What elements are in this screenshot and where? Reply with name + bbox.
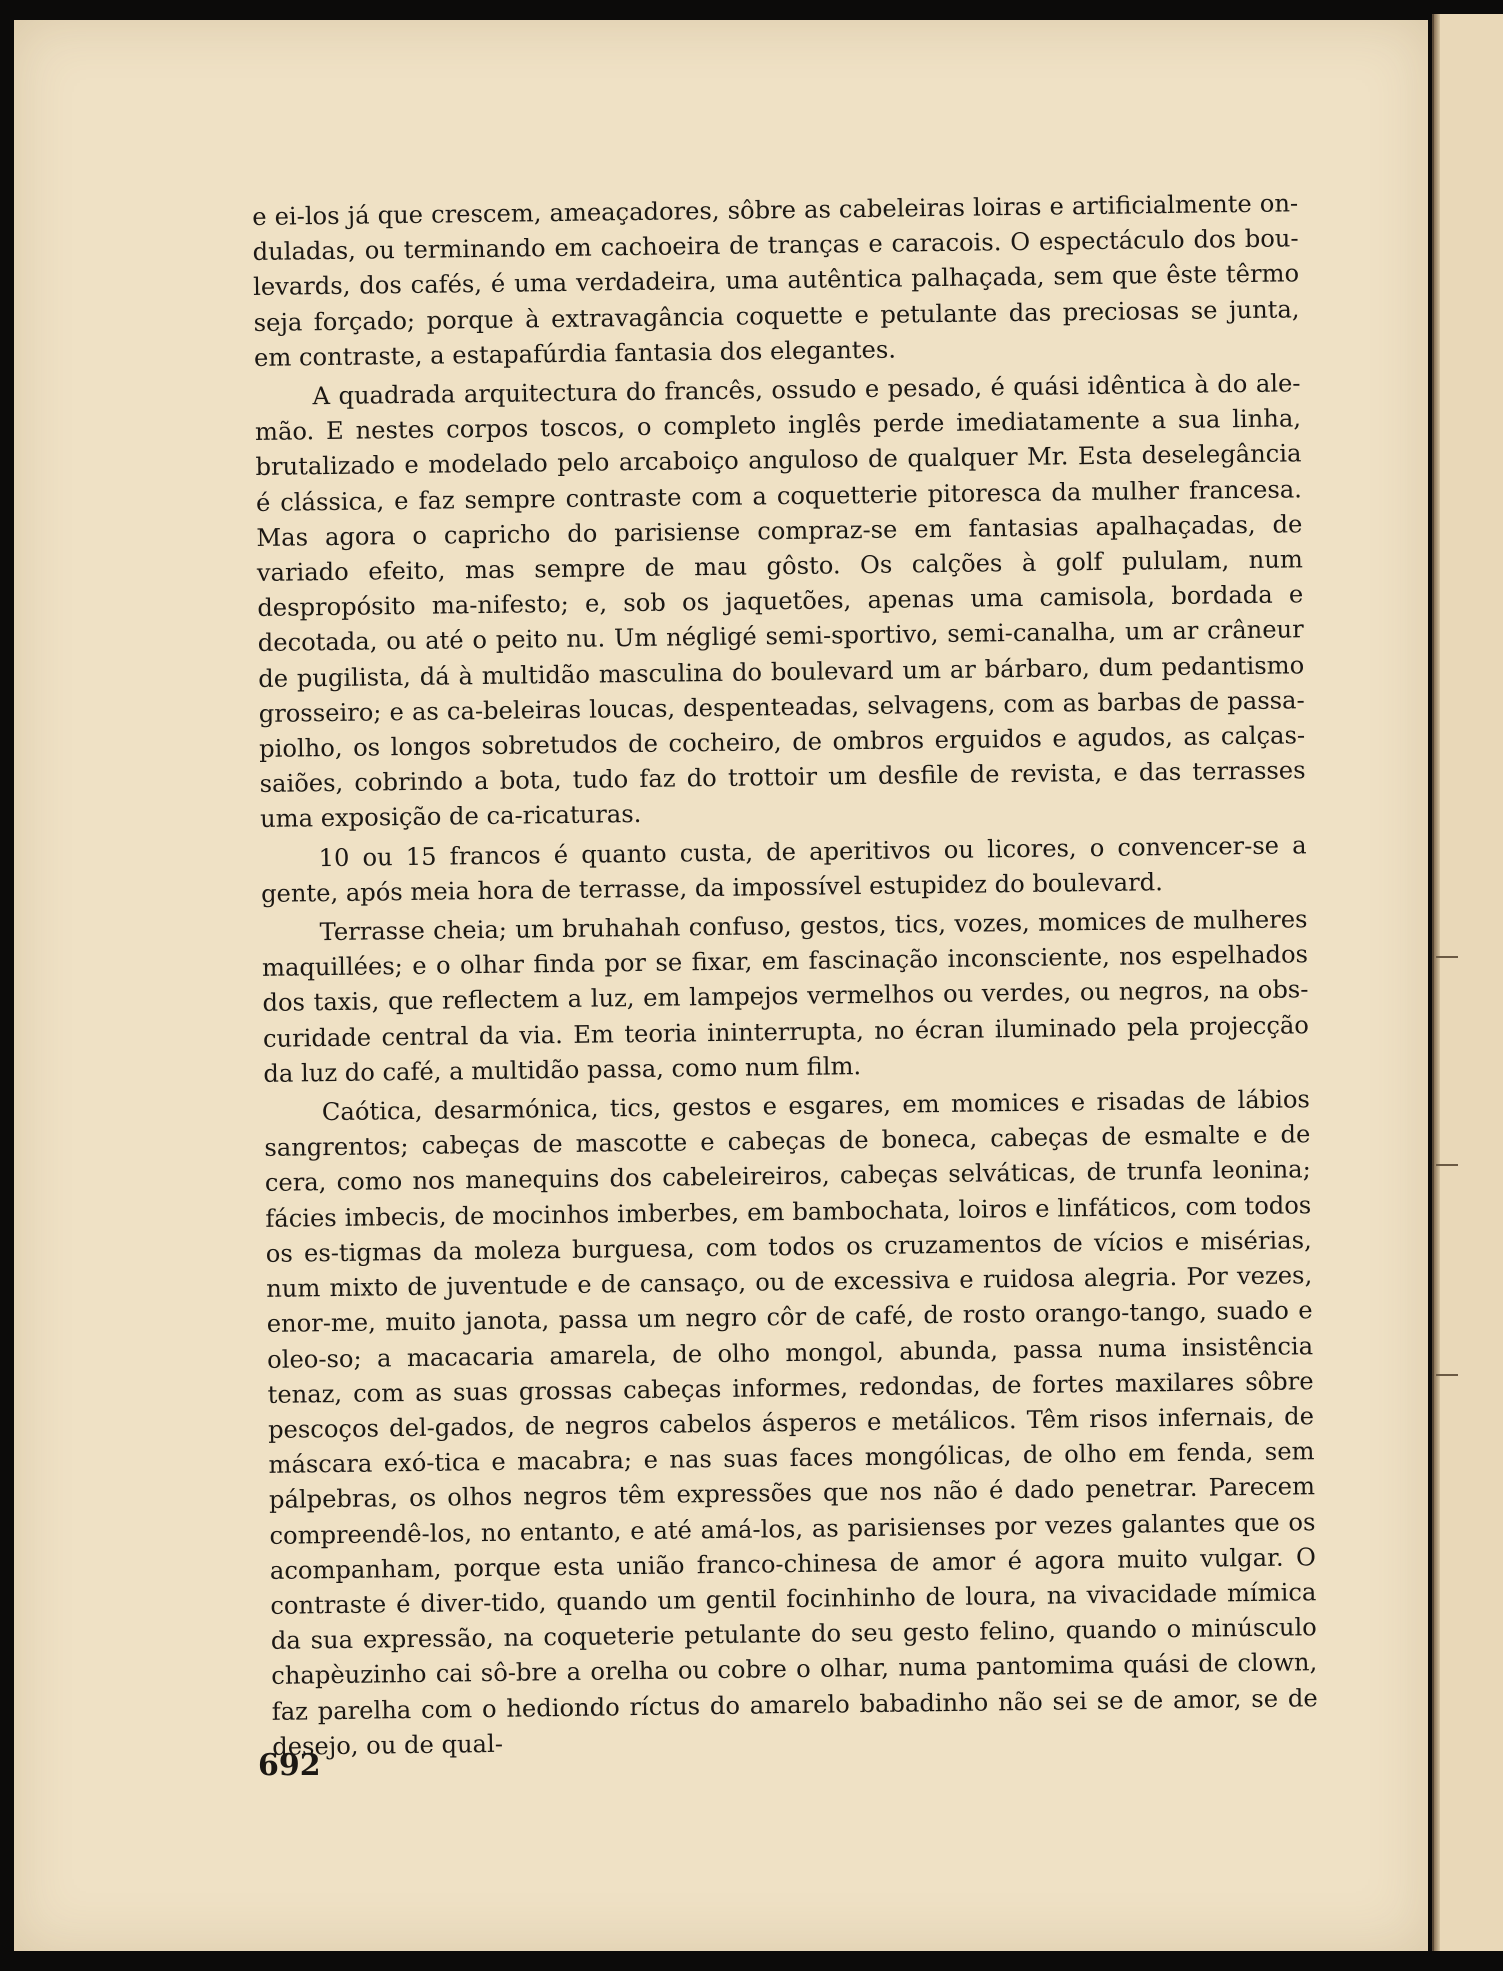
paragraph-2: A quadrada arquitectura do francês, ossudo e pesado, é quási idêntica à do ale-mão. E nestes corpos toscos, o completo inglês perde imediatamente a sua linha, brutalizado e modelado pelo arcaboiço anguloso de qualquer Mr. Esta deselegância é clássica, e faz sempre contraste com a coquetterie pitoresca da mulher francesa. Mas agora o capricho do parisiense compraz-se em fantasias apalhaçadas, de variado efeito, mas sempre de mau gôsto. Os calções à golf pululam, num despropósito ma-nifesto; e, sob os jaquetões, apenas uma camisola, bordada e decotada, ou até o peito nu. Um négligé semi-sportivo, semi-canalha, um ar crâneur de pugilista, dá à multidão masculina do boulevard um ar bárbaro, dum pedantismo grosseiro; e as ca-beleiras loucas, despenteadas, selvagens, com as barbas de passa-piolho, os longos sobretudos de cocheiro, de ombros erguidos e agudos, as calças-saiões, cobrindo a bota, tudo faz do trottoir um desfile de revista, e das terrasses uma exposição de ca-ricaturas. (254, 369, 1306, 834)
facing-page-mark (1436, 1374, 1458, 1376)
facing-page-edge (1432, 14, 1503, 1951)
page-number: 692 (258, 1748, 321, 1783)
facing-page-mark (1436, 1164, 1458, 1166)
body-text (252, 186, 1318, 1768)
book-page (14, 20, 1428, 1951)
paragraph-4: Terrasse cheia; um bruhahah confuso, gestos, tics, vozes, momices de mulheres maquillées; e o olhar finda por se fixar, em fascinação inconsciente, nos espelhados dos taxis, que reflectem a luz, em lampejos vermelhos ou verdes, ou negros, na obs-curidade central da via. Em teoria ininterrupta, no écran iluminado pela projecção da luz do café, a multidão passa, como num film. (261, 905, 1310, 1088)
paragraph-5: Caótica, desarmónica, tics, gestos e esgares, em momices e risadas de lábios sangrentos; cabeças de mascotte e cabeças de boneca, cabeças de esmalte e de cera, como nos manequins dos cabeleireiros, cabeças selváticas, de trunfa leonina; fácies imbecis, de mocinhos imberbes, em bambochata, loiros e linfáticos, com todos os es-tigmas da moleza burguesa, com todos os cruzamentos de vícios e misérias, num mixto de juventude e de cansaço, ou de excessiva e ruidosa alegria. Por vezes, enor-me, muito janota, passa um negro côr de café, de rosto orango-tango, suado e oleo-so; a macacaria amarela, de olho mongol, abunda, passa numa insistência tenaz, com as suas grossas cabeças informes, redondas, de fortes maxilares sôbre pescoços del-gados, de negros cabelos ásperos e metálicos. Têm risos infernais, de máscara exó-tica e macabra; e nas suas faces mongólicas, de olho em fenda, sem pálpebras, os olhos negros têm expressões que nos não é dado penetrar. Parecem compreendê-los, no entanto, e até amá-los, as parisienses por vezes galantes que os acompanham, porque esta união franco-chinesa de amor é agora muito vulgar. O contraste é diver-tido, quando um gentil focinhinho de loura, na vivacidade mímica da sua expressão, na coqueterie petulante do seu gesto felino, quando o minúsculo chapèuzinho cai sô-bre a orelha ou cobre o olhar, numa pantomima quási de clown, faz parelha com o hediondo ríctus do amarelo babadinho não sei se de amor, se de desejo, ou de qual- (264, 1085, 1318, 1761)
page-gutter (1434, 14, 1440, 1951)
facing-page-mark (1436, 956, 1458, 958)
paragraph-1: e ei-los já que crescem, ameaçadores, sôbre as cabeleiras loiras e artificialmente on-duladas, ou terminando em cachoeira de tranças e caracois. O espectáculo dos bou-levards, dos cafés, é uma verdadeira, uma autêntica palhaçada, sem que êste têrmo seja forçado; porque à extravagância coquette e petulante das preciosas se junta, em contraste, a estapafúrdia fantasia dos elegantes. (252, 189, 1300, 372)
paragraph-3: 10 ou 15 francos é quanto custa, de aperitivos ou licores, o convencer-se a gente, após meia hora de terrasse, da impossível estupidez do boulevard. (260, 830, 1307, 908)
